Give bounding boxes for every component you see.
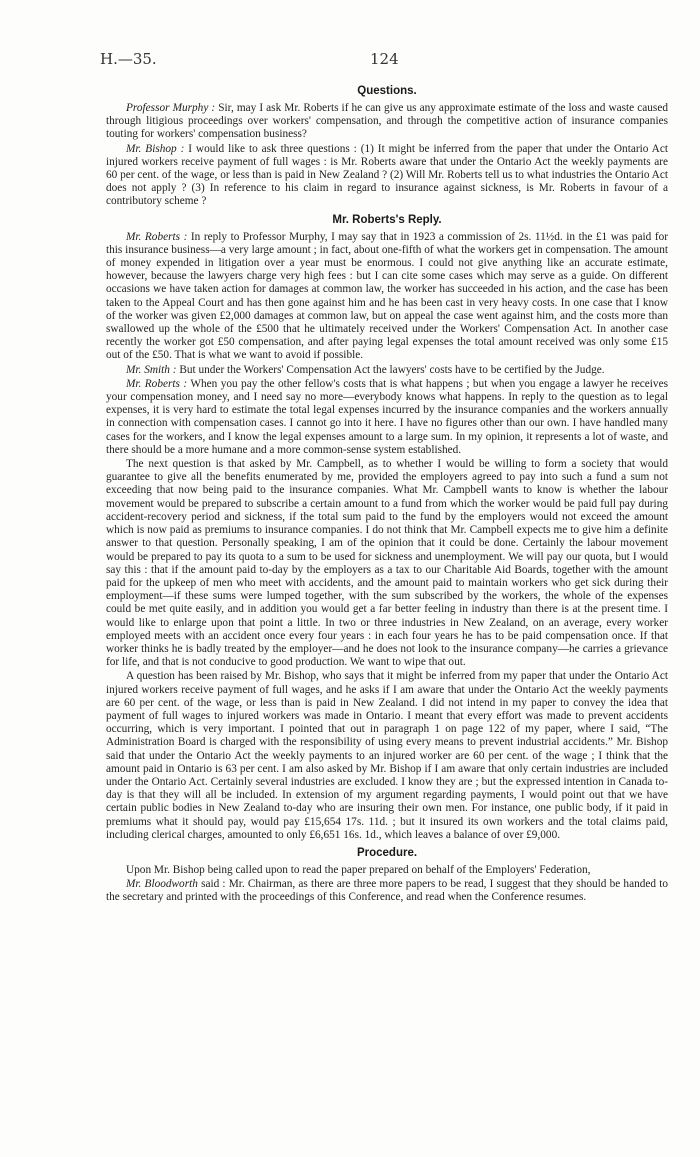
section-heading-reply: Mr. Roberts's Reply. (332, 213, 442, 226)
paragraph (106, 864, 668, 877)
paragraph-text: In reply to Professor Murphy, I may say that in 1923 a commission of 2s. 11½d. in the £1 was paid for this insurance business—a very large amount ; in fact, about one-fifth of what the workers get in compensation. The amount of money expended in litigation over a year must be enormous. I could not give anything like an accurate estimate, however, because the lawyers charge very high fees : but I can cite some cases which may serve as a guide. On different occasions we have taken action for damages at common law, the worker has succeeded in his action, and the case has been taken to the Appeal Court and has then gone against him and he has been cast in very heavy costs. In one case that I know of the worker was given £2,000 damages at common law, but on appeal the case went against him, and the costs more than swallowed up the whole of the £500 that he ultimately received under the Workers' Compensation Act. In another case recently the worker got £50 compensation, and after paying legal expenses the total amount received was only some £15 out of the £50. That is what we want to avoid if possible. (106, 230, 668, 362)
paragraph (106, 878, 668, 904)
paragraph (106, 364, 668, 377)
page-number: 124 (370, 50, 399, 68)
section-heading-procedure: Procedure. (356, 846, 418, 859)
paragraph-text: A question has been raised by Mr. Bishop, who says that it might be inferred from my paper that under the Ontario Act injured workers receive payment of full wages, and he asks if I am aware that under the Ontario Act the weekly payments are 60 per cent. of the wage, or less than is paid in New Zealand. I did not intend in my paper to convey the idea that payment of full wages to injured workers was made in Ontario. I meant that every effort was made to prevent accidents occurring, which is very important. I pointed that out in paragraph 1 on page 122 of my paper, where I said, “The Administration Board is charged with the responsibility of using every means to prevent industrial accidents.” Mr. Bishop said that under the Ontario Act the weekly payments to an injured worker are 60 per cent. of the wage ; I think that the amount paid in Ontario is 63 per cent. I am also asked by Mr. Bishop if I am aware that only certain industries are included under the Ontario Act. Certainly several industries are excluded. I know they are ; but the expressed intention in Canada to-day is that they will all be included. In extension of my argument regarding payments, I would point out that we have certain public bodies in New Zealand to-day who are insuring their own men. For instance, one public body, if it paid in premiums what it should pay, would pay £15,654 17s. 11d. ; but it insured its own workers and the total claims paid, including clerical charges, amounted to only £6,651 16s. 1d., which leaves a balance of over £9,000. (106, 670, 668, 841)
paragraph (106, 378, 668, 457)
document-body (106, 80, 668, 906)
paragraph (106, 670, 668, 842)
speaker-name: Mr. Roberts : (126, 230, 188, 243)
paragraph-text: But under the Workers' Compensation Act the lawyers' costs have to be certified by the Judge. (179, 363, 605, 376)
paragraph-text: Sir, may I ask Mr. Roberts if he can give us any approximate estimate of the loss and waste caused through litigious proceedings over workers' compensation, and through the competitive action of insurance companies touting for workers' compensation business? (106, 102, 668, 141)
speaker-name: Mr. Bishop : (126, 142, 185, 155)
paragraph-text: When you pay the other fellow's costs that is what happens ; but when you engage a lawyer he receives your compensation money, and I need say no more—everybody knows what happens. In reply to the question as to legal expenses, it is very hard to estimate the total legal expenses incurred by the insurance companies and the workers annually in connection with compensation cases. I cannot go into it here. I have no figures other than our own. I have handled many cases for the workers, and I know the legal expenses amount to a large sum. In my opinion, it represents a lot of waste, and there should be a more humane and a more common-sense system established. (106, 377, 668, 456)
paragraph-text: said : Mr. Chairman, as there are three more papers to be read, I suggest that they should be handed to the secretary and printed with the proceedings of this Conference, and read when the Conference resumes. (106, 878, 668, 904)
section-heading-questions: Questions. (357, 85, 417, 97)
paragraph (106, 458, 668, 669)
series-label: H.—35. (100, 50, 157, 68)
speaker-name: Professor Murphy : (126, 102, 216, 114)
speaker-name: Mr. Bloodworth (126, 878, 198, 891)
paragraph (106, 231, 668, 363)
paragraph (106, 143, 668, 209)
paragraph-text: I would like to ask three questions : (1) It might be inferred from the paper that under the Ontario Act injured workers receive payment of full wages : is Mr. Roberts aware that under the Ontario Act the weekly payments are 60 per cent. of the wage, or less than is paid in New Zealand ? (2) Will Mr. Roberts tell us to what industries the Ontario Act does not apply ? (3) In reference to his claim in regard to insurance against sickness, is Mr. Roberts in favour of a contributory scheme ? (106, 142, 668, 208)
paragraph (106, 102, 668, 142)
paragraph-text: The next question is that asked by Mr. Campbell, as to whether I would be willing to form a society that would guarantee to give all the benefits enumerated by me, provided the employers agreed to pay into such a fund a sum not exceeding that now being paid to the insurance companies. What Mr. Campbell wants to know is whether the labour movement would be prepared to subscribe a certain amount to a fund from which the worker would be paid full pay during accident-recovery period and sickness, if the total sum paid to the fund by the employers would not exceed the amount which is now paid as premiums to insurance companies. I do not think that Mr. Campbell expects me to give him a definite answer to that question. Personally speaking, I am of the opinion that it could be done. Certainly the labour movement would be prepared to pay its quota to a sum to be used for sickness and unemployment. We will pay our quota, but I would say this : that if the amount paid to-day by the employers as a tax to our Charitable Aid Boards, together with the amount paid for the upkeep of men who meet with accidents, and the amount paid to maintain workers who get sick during their employment—if these sums were lumped together, with the sum subscribed by the workers, the whole of the expenses could be met quite easily, and in addition you would get a far better feeling in industry than there is at the present time. I would like to enlarge upon that point a little. In two or three industries in New Zealand, on an average, every worker employed meets with an accident once every four years : in each four years he has to be paid compensation once. If that worker thinks he is badly treated by the employer—and he does not look to the insurance company—he carries a grievance for life, and that is not conducive to good production. We want to wipe that out. (106, 458, 668, 669)
speaker-name: Mr. Smith : (126, 363, 177, 376)
speaker-name: Mr. Roberts : (126, 377, 188, 390)
page-header (100, 50, 668, 74)
paragraph-text: Upon Mr. Bishop being called upon to read the paper prepared on behalf of the Employers' Federation, (126, 863, 591, 876)
